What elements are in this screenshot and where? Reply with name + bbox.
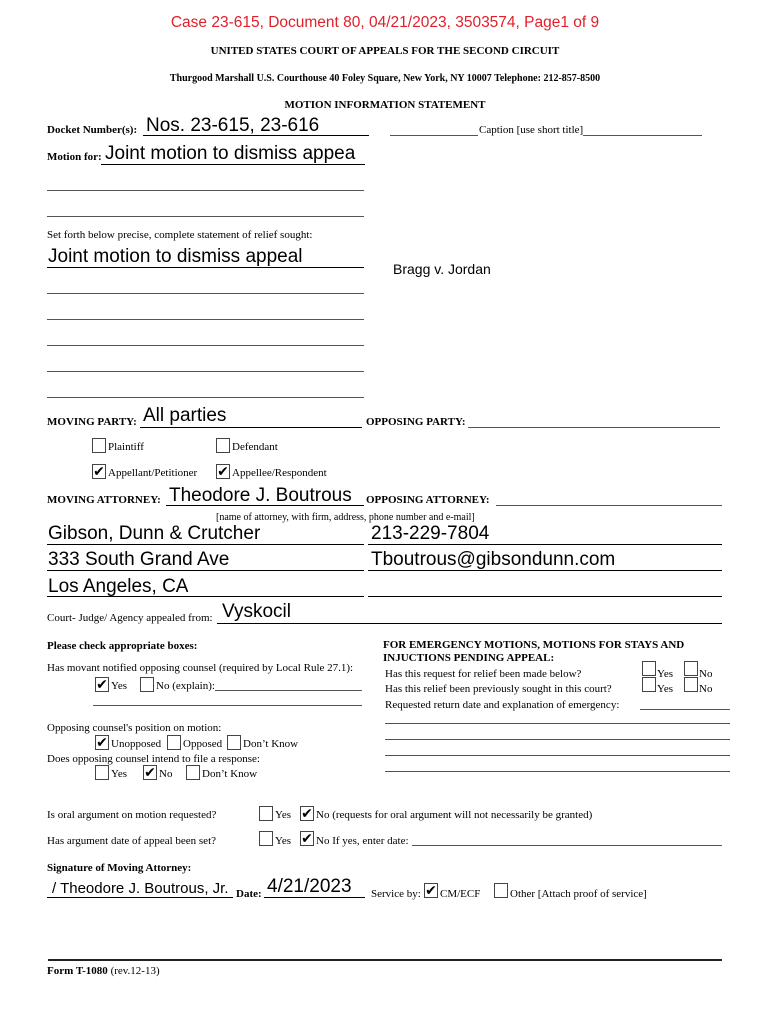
defendant-checkbox[interactable] [216, 438, 230, 453]
moving-attorney-input[interactable]: Theodore J. Boutrous [169, 485, 352, 506]
unopposed-label: Unopposed [111, 738, 162, 750]
intend-dont-know-checkbox[interactable] [186, 765, 200, 780]
phone-input[interactable]: 213-229-7804 [371, 523, 490, 544]
moving-party-input[interactable]: All parties [143, 405, 227, 426]
city-input[interactable]: Los Angeles, CA [48, 576, 189, 596]
arg-yes-label: Yes [275, 835, 292, 847]
date-label: Date: [236, 888, 262, 900]
court-address: Thurgood Marshall U.S. Courthouse 40 Foley Square, New York, NY 10007 Telephone: 212-857-8500 [169, 73, 601, 84]
intend-no-checkbox[interactable]: ✔ [144, 765, 156, 781]
service-label: Service by: [371, 888, 421, 900]
q1-no-label: No [699, 668, 713, 680]
opposed-label: Opposed [183, 738, 223, 750]
check-boxes-title: Please check appropriate boxes: [47, 640, 198, 652]
attorney-note: [name of attorney, with firm, address, phone number and e-mail] [216, 512, 475, 523]
q2-no-checkbox[interactable] [684, 677, 698, 692]
intend-no-label: No [159, 768, 173, 780]
emergency-q2: Has this relief been previously sought in this court? [385, 683, 612, 695]
q2-no-label: No [699, 683, 713, 695]
q1-yes-checkbox[interactable] [642, 661, 656, 676]
oral-yes-checkbox[interactable] [259, 806, 273, 821]
q2-yes-checkbox[interactable] [642, 677, 656, 692]
defendant-label: Defendant [232, 441, 278, 453]
court-judge-label: Court- Judge/ Agency appealed from: [47, 612, 213, 624]
emergency-q1: Has this request for relief been made below? [385, 668, 582, 680]
position-label: Opposing counsel's position on motion: [47, 722, 222, 734]
motion-for-input[interactable]: Joint motion to dismiss appea [105, 143, 356, 164]
plaintiff-checkbox[interactable] [92, 438, 106, 453]
signature-input[interactable]: / Theodore J. Boutrous, Jr. [52, 880, 229, 897]
relief-label: Set forth below precise, complete statement of relief sought: [47, 229, 313, 241]
form-title: MOTION INFORMATION STATEMENT [284, 99, 486, 111]
opposing-party-label: OPPOSING PARTY: [366, 416, 466, 428]
arg-date-label: Has argument date of appeal been set? [47, 835, 217, 847]
motion-for-label: Motion for: [47, 151, 102, 163]
position-dont-know-checkbox[interactable] [227, 735, 241, 750]
intend-label: Does opposing counsel intend to file a response: [47, 753, 260, 765]
form-id: Form T-1080 [47, 965, 108, 977]
emergency-q3: Requested return date and explanation of emergency: [385, 699, 620, 711]
emergency-title-2: INJUCTIONS PENDING APPEAL: [383, 652, 555, 664]
oral-yes-label: Yes [275, 809, 292, 821]
intend-yes-checkbox[interactable] [95, 765, 109, 780]
position-dont-know-label: Don’t Know [243, 738, 299, 750]
unopposed-checkbox[interactable]: ✔ [96, 735, 108, 751]
notified-yes-checkbox[interactable]: ✔ [96, 677, 108, 693]
other-service-checkbox[interactable] [494, 883, 508, 898]
date-input[interactable]: 4/21/2023 [267, 876, 352, 897]
q2-yes-label: Yes [657, 683, 674, 695]
appellant-label: Appellant/Petitioner [108, 467, 198, 479]
arg-yes-checkbox[interactable] [259, 831, 273, 846]
signature-label: Signature of Moving Attorney: [47, 862, 192, 874]
court-name: UNITED STATES COURT OF APPEALS FOR THE SECOND CIRCUIT [210, 45, 560, 57]
docket-input[interactable]: Nos. 23-615, 23-616 [146, 115, 320, 136]
form-rev: (rev.12-13) [110, 965, 160, 977]
moving-attorney-label: MOVING ATTORNEY: [47, 494, 161, 506]
q1-no-checkbox[interactable] [684, 661, 698, 676]
notified-label: Has movant notified opposing counsel (required by Local Rule 27.1): [47, 662, 354, 674]
oral-no-checkbox[interactable]: ✔ [301, 806, 313, 822]
appellant-checkbox[interactable]: ✔ [93, 464, 105, 480]
intend-yes-label: Yes [111, 768, 128, 780]
appellee-checkbox[interactable]: ✔ [217, 464, 229, 480]
arg-no-checkbox[interactable]: ✔ [301, 831, 313, 847]
other-service-label: Other [Attach proof of service] [510, 888, 647, 900]
docket-label: Docket Number(s): [47, 124, 138, 136]
court-judge-input[interactable]: Vyskocil [222, 601, 291, 622]
caption-label: Caption [use short title] [479, 124, 584, 136]
q1-yes-label: Yes [657, 668, 674, 680]
relief-input[interactable]: Joint motion to dismiss appeal [48, 246, 303, 267]
firm-input[interactable]: Gibson, Dunn & Crutcher [48, 523, 261, 544]
arg-no-label: No If yes, enter date: [316, 835, 409, 847]
notified-yes-label: Yes [111, 680, 128, 692]
cmecf-label: CM/ECF [440, 888, 481, 900]
oral-no-label: No (requests for oral argument will not necessarily be granted) [316, 809, 593, 821]
opposing-attorney-label: OPPOSING ATTORNEY: [366, 494, 490, 506]
cmecf-checkbox[interactable]: ✔ [425, 883, 437, 899]
oral-label: Is oral argument on motion requested? [47, 809, 217, 821]
case-stamp: Case 23-615, Document 80, 04/21/2023, 3503574, Page1 of 9 [170, 14, 600, 31]
form-number [47, 965, 160, 977]
opposed-checkbox[interactable] [167, 735, 181, 750]
intend-dont-know-label: Don’t Know [202, 768, 258, 780]
notified-no-label: No (explain): [156, 680, 215, 692]
notified-no-checkbox[interactable] [140, 677, 154, 692]
emergency-title-1: FOR EMERGENCY MOTIONS, MOTIONS FOR STAYS AND [383, 639, 685, 651]
caption-input[interactable]: Bragg v. Jordan [393, 261, 491, 277]
footer-divider [48, 959, 722, 961]
street-input[interactable]: 333 South Grand Ave [48, 549, 230, 570]
appellee-label: Appellee/Respondent [232, 467, 327, 479]
email-input[interactable]: Tboutrous@gibsondunn.com [371, 549, 616, 570]
moving-party-label: MOVING PARTY: [47, 416, 137, 428]
plaintiff-label: Plaintiff [108, 441, 144, 453]
